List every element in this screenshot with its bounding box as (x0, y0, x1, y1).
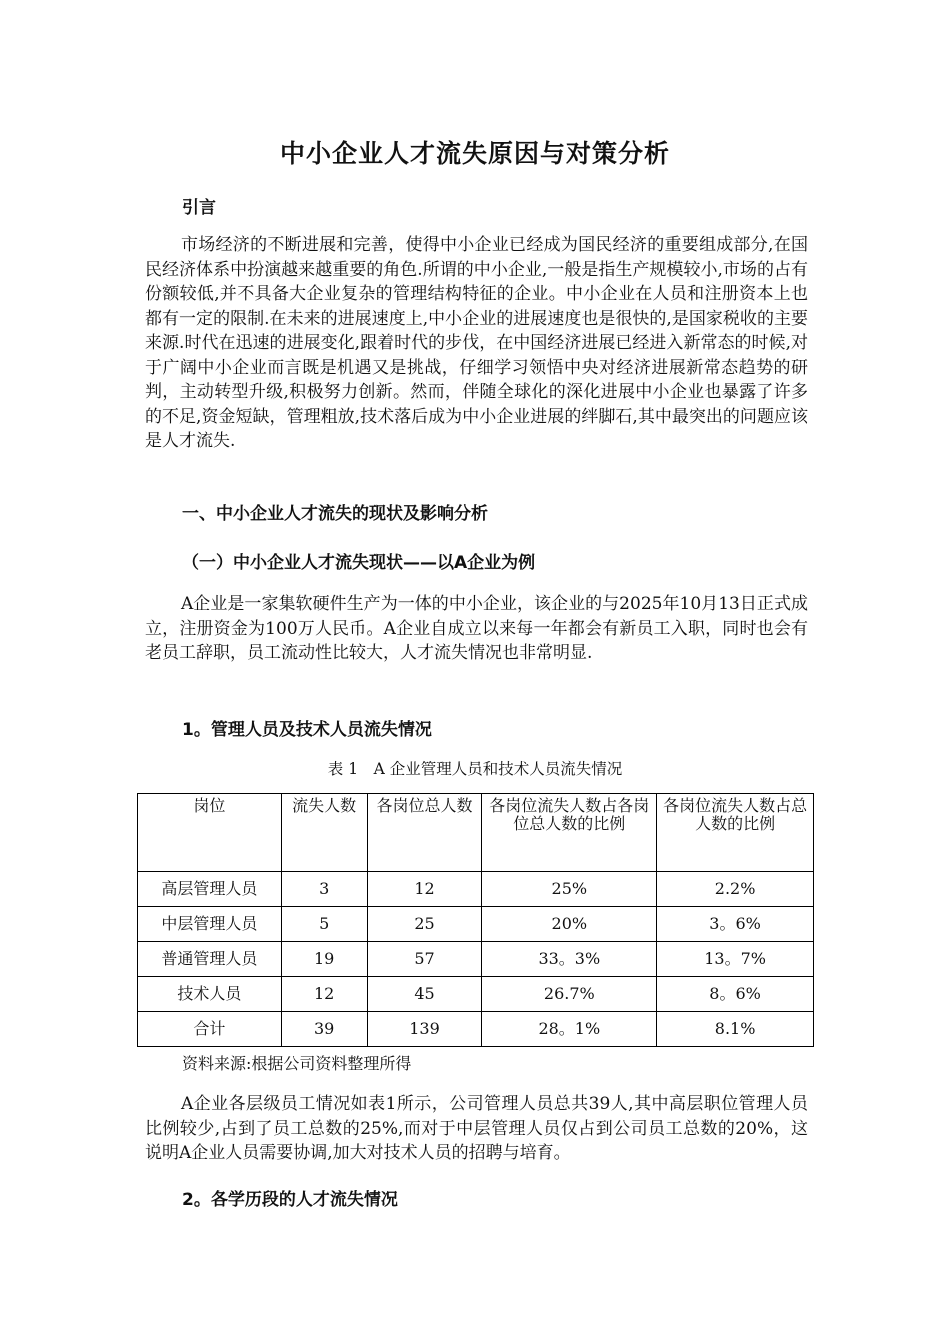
company-paragraph: A企业是一家集软硬件生产为一体的中小企业，该企业的与2025年10月13日正式成立，注册资金为100万人民币。A企业自成立以来每一年都会有新员工入职，同时也会有老员工辞职，员工流动性比较大，人才流失情况也非常明显. (145, 594, 808, 663)
table-cell: 12 (281, 977, 367, 1012)
subsection-heading: （一）中小企业人才流失现状——以A企业为例 (182, 553, 536, 573)
table-cell: 57 (367, 942, 482, 977)
table-cell: 20% (482, 907, 657, 942)
table-cell: 2.2% (657, 872, 814, 907)
section-heading: 一、中小企业人才流失的现状及影响分析 (182, 504, 488, 524)
table-cell: 8。6% (657, 977, 814, 1012)
table-header-cell: 流失人数 (281, 794, 367, 872)
table-cell: 39 (281, 1012, 367, 1047)
table-cell: 技术人员 (138, 977, 282, 1012)
table-cell: 中层管理人员 (138, 907, 282, 942)
table-cell: 5 (281, 907, 367, 942)
table-row (138, 977, 814, 1012)
table-cell: 高层管理人员 (138, 872, 282, 907)
table-header-row (138, 794, 814, 872)
table-cell: 28。1% (482, 1012, 657, 1047)
table-cell: 3 (281, 872, 367, 907)
intro-paragraph: 市场经济的不断进展和完善，使得中小企业已经成为国民经济的重要组成部分,在国民经济体系中扮演越来越重要的角色.所谓的中小企业,一般是指生产规模较小,市场的占有份额较低,并不具备大企业复杂的管理结构特征的企业。中小企业在人员和注册资本上也都有一定的限制.在未来的进展速度上,中小企业的进展速度也是很快的,是国家税收的主要来源.时代在迅速的进展变化,跟着时代的步伐，在中国经济进展已经进入新常态的时候,对于广阔中小企业而言既是机遇又是挑战，仔细学习领悟中央对经济进展新常态趋势的研判，主动转型升级,积极努力创新。然而，伴随全球化的深化进展中小企业也暴露了许多的不足,资金短缺，管理粗放,技术落后成为中小企业进展的绊脚石,其中最突出的问题应该是人才流失. (145, 235, 808, 451)
table-cell: 3。6% (657, 907, 814, 942)
table-cell: 25% (482, 872, 657, 907)
table-cell: 普通管理人员 (138, 942, 282, 977)
intro-heading: 引言 (182, 198, 216, 218)
page-title: 中小企业人才流失原因与对策分析 (279, 139, 670, 168)
table-total-row (138, 1012, 814, 1047)
table-cell: 合计 (138, 1012, 282, 1047)
table-row (138, 872, 814, 907)
table-cell: 33。3% (482, 942, 657, 977)
table-header-cell: 各岗位总人数 (367, 794, 482, 872)
table-source-note: 资料来源:根据公司资料整理所得 (182, 1054, 412, 1073)
table-cell: 139 (367, 1012, 482, 1047)
analysis-paragraph: A企业各层级员工情况如表1所示，公司管理人员总共39人,其中高层职位管理人员比例较少,占到了员工总数的25%,而对于中层管理人员仅占到公司员工总数的20%，这说明A企业人员需要协调,加大对技术人员的招聘与培育。 (145, 1094, 808, 1163)
table-cell: 19 (281, 942, 367, 977)
table-cell: 12 (367, 872, 482, 907)
table-cell: 13。7% (657, 942, 814, 977)
table-row (138, 907, 814, 942)
table-header-cell: 各岗位流失人数占各岗位总人数的比例 (482, 794, 657, 872)
table-cell: 25 (367, 907, 482, 942)
data-table (137, 793, 814, 1047)
table-cell: 26.7% (482, 977, 657, 1012)
table-header-cell: 岗位 (138, 794, 282, 872)
point-heading-2: 2。各学历段的人才流失情况 (182, 1190, 398, 1210)
point-heading-1: 1。管理人员及技术人员流失情况 (182, 720, 432, 740)
table-caption: 表 1 A 企业管理人员和技术人员流失情况 (327, 760, 623, 778)
table-header-cell: 各岗位流失人数占总人数的比例 (657, 794, 814, 872)
table-cell: 8.1% (657, 1012, 814, 1047)
table-row (138, 942, 814, 977)
table-cell: 45 (367, 977, 482, 1012)
